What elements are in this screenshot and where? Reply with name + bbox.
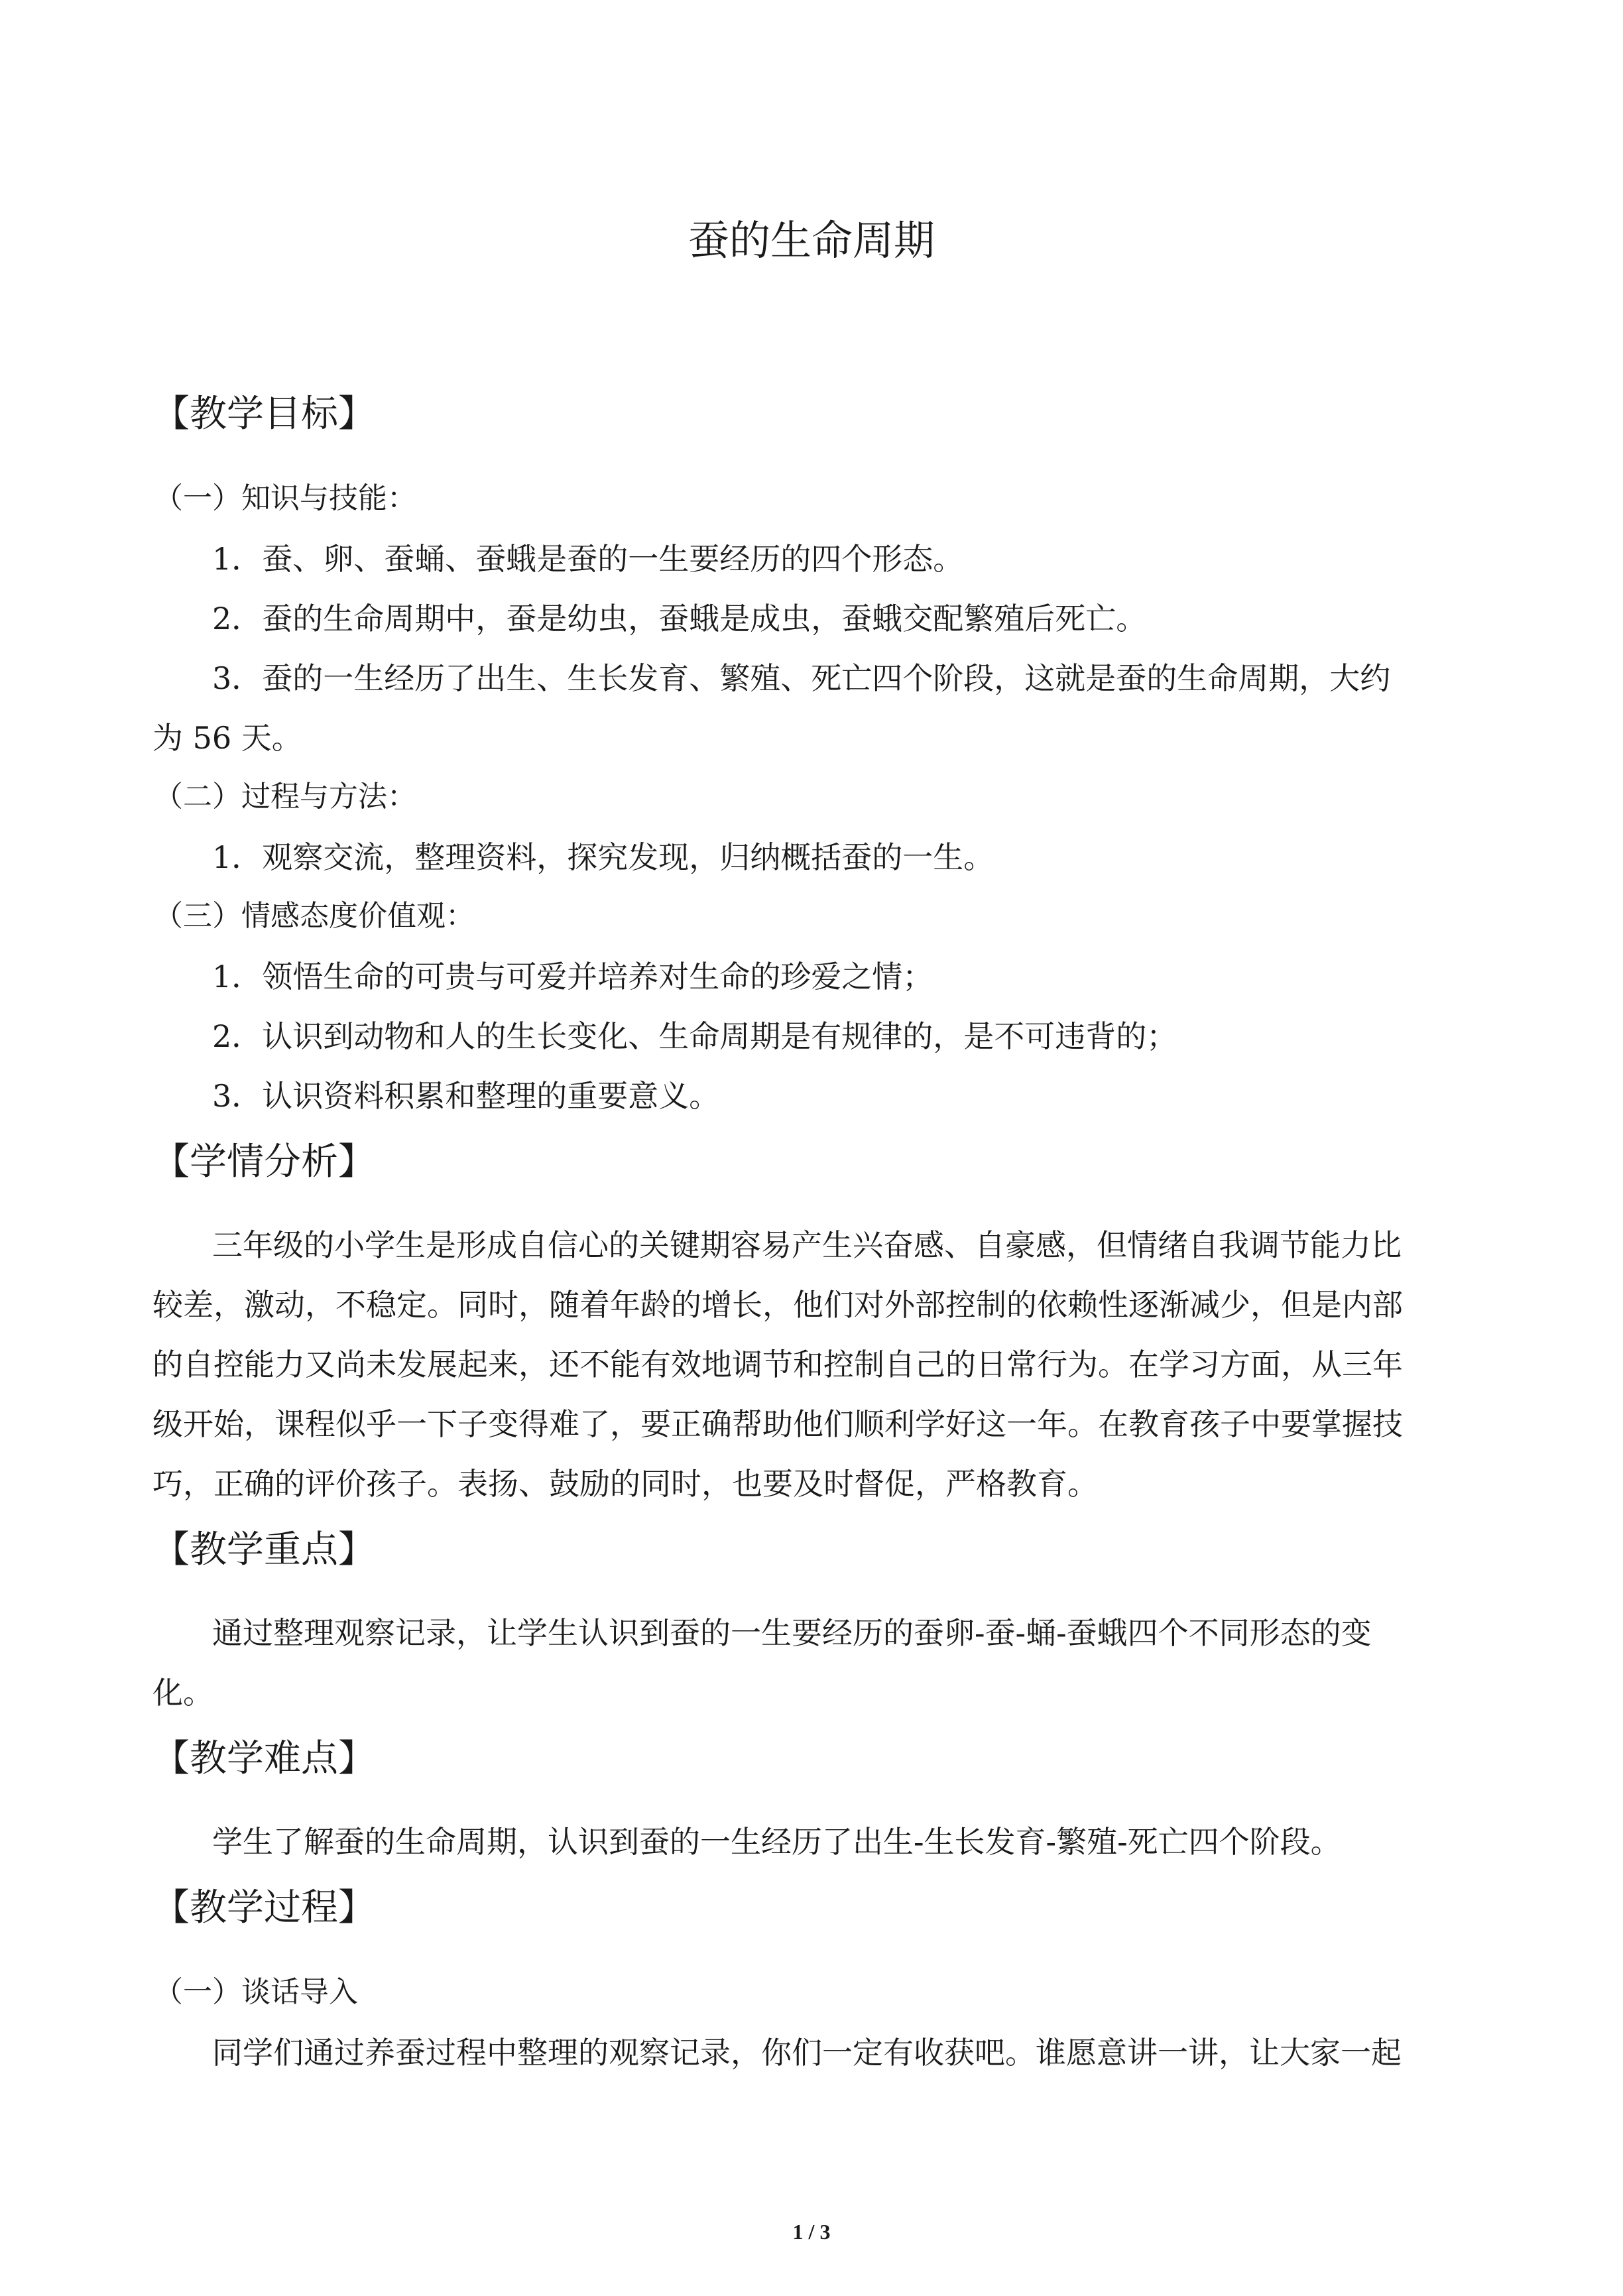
paragraph-line: 三年级的小学生是形成自信心的关键期容易产生兴奋感、自豪感，但情绪自我调节能力比 (212, 1227, 1402, 1263)
list-item: 1．蚕、卵、蚕蛹、蚕蛾是蚕的一生要经历的四个形态。 (212, 541, 964, 577)
list-item: 1．观察交流，整理资料，探究发现，归纳概括蚕的一生。 (212, 839, 994, 875)
list-item: 1．领悟生命的可贵与可爱并培养对生命的珍爱之情； (212, 959, 933, 995)
subsection-label-knowledge: （一）知识与技能： (154, 481, 416, 515)
subsection-label-process: （二）过程与方法： (154, 780, 416, 814)
section-heading-goals: 【教学目标】 (152, 393, 375, 436)
subsection-label-intro: （一）谈话导入 (154, 1975, 358, 2009)
page-number: 1 / 3 (792, 2220, 831, 2244)
section-heading-procedure: 【教学过程】 (152, 1886, 375, 1929)
paragraph-line: 化。 (152, 1675, 213, 1711)
section-heading-analysis: 【学情分析】 (152, 1140, 375, 1183)
list-item: 3．认识资料积累和整理的重要意义。 (212, 1078, 720, 1114)
paragraph-line: 通过整理观察记录，让学生认识到蚕的一生要经历的蚕卵-蚕-蛹-蚕蛾四个不同形态的变 (212, 1615, 1372, 1651)
list-item: 3．蚕的一生经历了出生、生长发育、繁殖、死亡四个阶段，这就是蚕的生命周期，大约 (212, 660, 1391, 696)
paragraph-line: 学生了解蚕的生命周期，认识到蚕的一生经历了出生-生长发育-繁殖-死亡四个阶段。 (212, 1824, 1341, 1860)
page-title: 蚕的生命周期 (688, 216, 935, 265)
list-item: 2．蚕的生命周期中，蚕是幼虫，蚕蛾是成虫，蚕蛾交配繁殖后死亡。 (212, 601, 1147, 636)
paragraph-line: 的自控能力又尚未发展起来，还不能有效地调节和控制自己的日常行为。在学习方面，从三年 (152, 1347, 1403, 1382)
section-heading-key-points: 【教学重点】 (152, 1528, 375, 1571)
section-heading-difficulties: 【教学难点】 (152, 1737, 375, 1780)
list-item-continuation: 为 56 天。 (152, 720, 302, 756)
subsection-label-emotion: （三）情感态度价值观： (154, 899, 475, 933)
paragraph-line: 级开始，课程似乎一下子变得难了，要正确帮助他们顺利学好这一年。在教育孩子中要掌握技 (152, 1406, 1403, 1442)
paragraph-line: 巧，正确的评价孩子。表扬、鼓励的同时，也要及时督促，严格教育。 (152, 1466, 1098, 1502)
list-item: 2．认识到动物和人的生长变化、生命周期是有规律的，是不可违背的； (212, 1018, 1177, 1054)
paragraph-line: 同学们通过养蚕过程中整理的观察记录，你们一定有收获吧。谁愿意讲一讲，让大家一起 (212, 2035, 1402, 2071)
paragraph-line: 较差，激动，不稳定。同时，随着年龄的增长，他们对外部控制的依赖性逐渐减少，但是内部 (152, 1287, 1403, 1323)
